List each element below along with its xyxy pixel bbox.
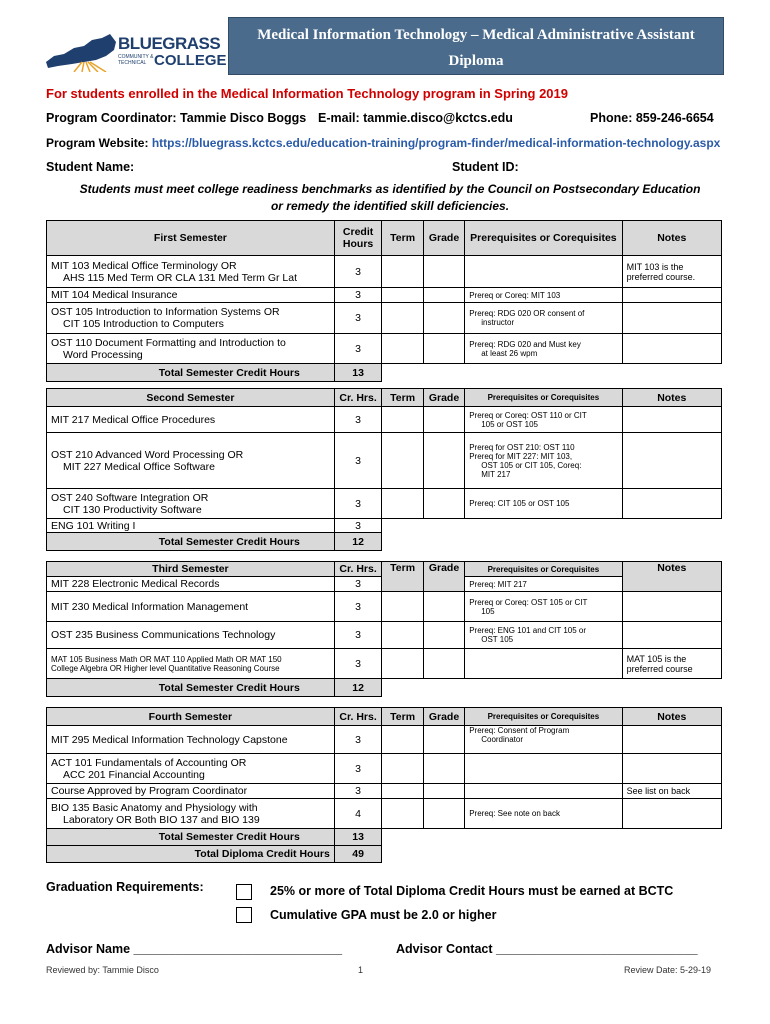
term-cell[interactable] (382, 334, 423, 364)
diploma-total-label: Total Diploma Credit Hours (47, 846, 335, 863)
course-alt: CIT 105 Introduction to Computers (63, 318, 224, 330)
table-row (47, 622, 722, 649)
title-line-1: Medical Information Technology – Medical Administrative Assistant (257, 27, 695, 43)
term-cell[interactable] (382, 784, 423, 799)
credit-hours: 3 (334, 622, 382, 649)
page-number: 1 (358, 965, 364, 975)
grade-cell[interactable] (423, 256, 464, 288)
grade-cell[interactable] (423, 433, 464, 489)
course-name: MIT 228 Electronic Medical Records (47, 577, 335, 592)
grade-cell[interactable] (423, 754, 464, 784)
third-semester-table (46, 561, 722, 697)
logo-wordmark: BLUEGRASS (118, 34, 221, 53)
credit-hours: 3 (334, 489, 382, 519)
prereq-text: instructor (481, 318, 515, 327)
prereq-text: Prereq: RDG 020 OR consent of (469, 309, 585, 318)
sem2-total-label: Total Semester Credit Hours (47, 533, 335, 551)
term-cell[interactable] (382, 303, 423, 334)
requirement-2-checkbox[interactable] (236, 907, 252, 923)
grade-cell[interactable] (423, 649, 464, 679)
course-alt: Laboratory OR Both BIO 137 and BIO 139 (63, 813, 260, 826)
sem1-term-header: Term (382, 221, 423, 256)
sem3-total: 12 (334, 679, 382, 697)
course-name: ACT 101 Fundamentals of Accounting OR (51, 756, 247, 769)
course-name: ENG 101 Writing I (47, 519, 335, 533)
credit-hours: 3 (334, 592, 382, 622)
table-row (47, 288, 722, 303)
grade-cell[interactable] (423, 288, 464, 303)
grade-cell[interactable] (423, 799, 464, 829)
course-name: MIT 103 Medical Office Terminology OR (51, 259, 237, 272)
enrollment-note: For students enrolled in the Medical Information Technology program in Spring 2019 (46, 86, 568, 101)
sem4-total-label: Total Semester Credit Hours (47, 829, 335, 846)
term-cell[interactable] (382, 288, 423, 303)
table-row (47, 489, 722, 519)
table-row (47, 649, 722, 679)
requirement-2-text: Cumulative GPA must be 2.0 or higher (270, 908, 497, 922)
course-name: MIT 217 Medical Office Procedures (47, 407, 335, 433)
student-name-label: Student Name: (46, 160, 135, 174)
prereq-text: Prereq or Coreq: OST 110 or CIT (469, 410, 587, 420)
program-coordinator: Program Coordinator: Tammie Disco Boggs (46, 111, 307, 125)
course-name: MIT 104 Medical Insurance (47, 288, 335, 303)
sem3-notes-header: Notes (622, 562, 721, 592)
credit-hours: 4 (334, 799, 382, 829)
requirement-1-text: 25% or more of Total Diploma Credit Hours must be earned at BCTC (270, 884, 674, 898)
course-name: BIO 135 Basic Anatomy and Physiology with (51, 801, 258, 814)
prereq-text: 105 (481, 606, 495, 616)
program-website (46, 136, 720, 150)
logo-subtext: COMMUNITY & TECHNICAL (118, 54, 154, 66)
logo-college: COLLEGE (154, 52, 227, 69)
sem2-header: Second Semester (47, 389, 335, 407)
sem1-prereq-header: Prerequisites or Corequisites (465, 221, 622, 256)
grade-cell[interactable] (423, 303, 464, 334)
credit-hours: 3 (334, 784, 382, 799)
sem2-hours-header: Cr. Hrs. (334, 389, 382, 407)
prereq-text: Prereq: ENG 101 and CIT 105 or (469, 626, 587, 635)
term-cell[interactable] (382, 754, 423, 784)
term-cell[interactable] (382, 256, 423, 288)
prereq-text: Prereq: RDG 020 and Must key (469, 339, 581, 349)
coordinator-email: E-mail: tammie.disco@kctcs.edu (318, 111, 513, 125)
credit-hours: 3 (334, 288, 382, 303)
course-note: MIT 103 is the preferred course. (622, 256, 721, 288)
course-name: MIT 295 Medical Information Technology Capstone (47, 726, 335, 754)
sem1-notes-header: Notes (622, 221, 721, 256)
sem2-total: 12 (334, 533, 382, 551)
first-semester-table (46, 220, 722, 382)
table-row (47, 754, 722, 784)
prereq-text: at least 26 wpm (481, 348, 538, 358)
prereq-text: OST 105 or CIT 105, Coreq: (481, 460, 582, 470)
prereq-text: 105 or OST 105 (481, 419, 538, 429)
sem4-grade-header: Grade (423, 708, 464, 726)
sem1-total: 13 (334, 364, 382, 382)
reviewed-by: Reviewed by: Tammie Disco (46, 965, 159, 975)
table-row (47, 433, 722, 489)
course-name: OST 210 Advanced Word Processing OR (51, 448, 244, 461)
kentucky-map-icon (44, 32, 118, 72)
prereq-text: Prereq for MIT 227: MIT 103, (469, 451, 573, 461)
grade-cell[interactable] (423, 622, 464, 649)
grade-cell[interactable] (423, 784, 464, 799)
table-row (47, 303, 722, 334)
table-row (47, 784, 722, 799)
sem1-header: First Semester (47, 221, 335, 256)
course-note: MAT 105 is the preferred course (622, 649, 721, 679)
credit-hours: 3 (334, 519, 382, 533)
course-name: OST 235 Business Communications Technology (47, 622, 335, 649)
course-name: MIT 230 Medical Information Management (47, 592, 335, 622)
table-row (47, 256, 722, 288)
review-date: Review Date: 5-29-19 (624, 965, 712, 975)
sem2-grade-header: Grade (423, 389, 464, 407)
sem3-grade-header: Grade (423, 562, 464, 592)
term-cell[interactable] (382, 592, 423, 622)
credit-hours: 3 (334, 726, 382, 754)
course-alt: Word Processing (63, 348, 143, 361)
credit-hours: 3 (334, 433, 382, 489)
credit-hours: 3 (334, 754, 382, 784)
prereq-text: Prereq: MIT 217 (465, 577, 622, 592)
term-cell[interactable] (382, 489, 423, 519)
sem3-total-label: Total Semester Credit Hours (47, 679, 335, 697)
course-alt: AHS 115 Med Term OR CLA 131 Med Term Gr Lat (63, 271, 298, 284)
course-name: MAT 105 Business Math OR MAT 110 Applied Math OR MAT 150 (51, 654, 282, 664)
college-logo (44, 30, 227, 74)
prereq-text: Prereq: See note on back (465, 799, 622, 829)
sem4-hours-header: Cr. Hrs. (334, 708, 382, 726)
readiness-note-2: or remedy the identified skill deficiencies. (270, 199, 510, 213)
prereq-text: Coordinator (481, 735, 524, 744)
credit-hours: 3 (334, 649, 382, 679)
term-cell[interactable] (382, 726, 423, 754)
sem3-header: Third Semester (47, 562, 335, 577)
credit-hours: 3 (334, 577, 382, 592)
diploma-total: 49 (334, 846, 382, 863)
credit-hours: 3 (334, 256, 382, 288)
prereq-text: Prereq: Consent of Program (469, 726, 570, 735)
graduation-label: Graduation Requirements: (46, 880, 204, 894)
readiness-note-1: Students must meet college readiness benchmarks as identified by the Council on Postsecondary Education (79, 182, 701, 196)
term-cell[interactable] (382, 799, 423, 829)
course-name: OST 110 Document Formatting and Introduction to (51, 336, 286, 349)
grade-cell[interactable] (423, 407, 464, 433)
term-cell[interactable] (382, 433, 423, 489)
table-row (47, 592, 722, 622)
credit-hours: 3 (334, 334, 382, 364)
prereq-text: OST 105 (481, 635, 514, 644)
sem3-hours-header: Cr. Hrs. (334, 562, 382, 577)
sem2-notes-header: Notes (622, 389, 721, 407)
website-link[interactable]: https://bluegrass.kctcs.edu/education-training/program-finder/medical-information-technology.aspx (151, 136, 721, 150)
sem2-prereq-header: Prerequisites or Corequisites (465, 389, 622, 407)
advisor-name-field[interactable]: Advisor Name ______________________________ (46, 942, 343, 956)
term-cell[interactable] (382, 622, 423, 649)
table-row (47, 519, 722, 533)
sem1-hours-header: Credit Hours (334, 221, 382, 256)
prereq-text: Prereq or Coreq: MIT 103 (465, 288, 622, 303)
course-alt: College Algebra OR Higher level Quantitative Reasoning Course (51, 663, 280, 673)
term-cell[interactable] (382, 407, 423, 433)
grade-cell[interactable] (423, 334, 464, 364)
prereq-text: Prereq for OST 210: OST 110 (469, 442, 575, 452)
course-alt: ACC 201 Financial Accounting (63, 768, 205, 781)
credit-hours: 3 (334, 407, 382, 433)
fourth-semester-table (46, 707, 722, 863)
sem4-notes-header: Notes (622, 708, 721, 726)
document-title (228, 17, 724, 75)
sem1-total-label: Total Semester Credit Hours (47, 364, 335, 382)
prereq-text: Prereq: CIT 105 or OST 105 (465, 489, 622, 519)
website-label: Program Website: (46, 136, 152, 150)
grade-cell[interactable] (423, 489, 464, 519)
table-row (47, 726, 722, 754)
table-row (47, 799, 722, 829)
requirement-1-checkbox[interactable] (236, 884, 252, 900)
prereq-text: MIT 217 (481, 469, 511, 479)
grade-cell[interactable] (423, 726, 464, 754)
sem3-prereq-header: Prerequisites or Corequisites (465, 562, 622, 577)
sem2-term-header: Term (382, 389, 423, 407)
title-line-2: Diploma (448, 53, 504, 69)
course-name: OST 105 Introduction to Information Systems OR (51, 306, 280, 318)
table-row (47, 407, 722, 433)
sem4-header: Fourth Semester (47, 708, 335, 726)
grade-cell[interactable] (423, 592, 464, 622)
term-cell[interactable] (382, 649, 423, 679)
second-semester-table (46, 388, 722, 551)
sem4-total: 13 (334, 829, 382, 846)
course-note: See list on back (622, 784, 721, 799)
student-id-label: Student ID: (452, 160, 519, 174)
table-row (47, 334, 722, 364)
course-alt: CIT 130 Productivity Software (63, 503, 202, 516)
credit-hours: 3 (334, 303, 382, 334)
course-alt: MIT 227 Medical Office Software (63, 460, 215, 473)
coordinator-phone: Phone: 859-246-6654 (590, 111, 714, 125)
sem3-term-header: Term (382, 562, 423, 592)
prereq-text: Prereq or Coreq: OST 105 or CIT (469, 597, 588, 607)
course-name: Course Approved by Program Coordinator (47, 784, 335, 799)
sem4-term-header: Term (382, 708, 423, 726)
course-name: OST 240 Software Integration OR (51, 491, 209, 504)
advisor-contact-field[interactable]: Advisor Contact _____________________________ (396, 942, 698, 956)
sem4-prereq-header: Prerequisites or Corequisites (465, 708, 622, 726)
sem1-grade-header: Grade (423, 221, 464, 256)
